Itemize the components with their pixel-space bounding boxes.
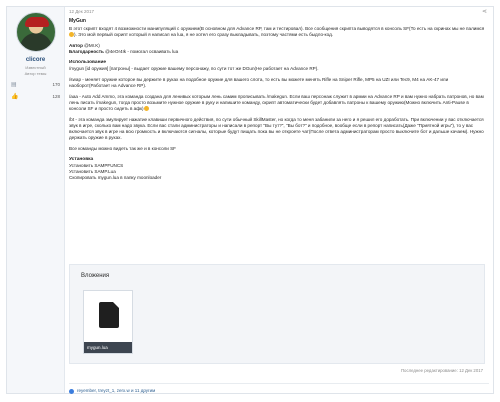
usage-section — [69, 60, 485, 73]
file-icon — [99, 302, 119, 328]
intro-text: В этот скрипт входят 4 возможности манипуляций с оружием(В основном для Advance RP, там и тестировал). Все сообщения скрипта выводятся в консоль SF(То есть на скринах мы не палимся — [69, 25, 485, 31]
thanks-value[interactable]: @4eOr4Ik - помогал осваивать lua — [105, 48, 179, 54]
usage-bt: /bt - эта команда эмулирует нажатие клавиши первичного действия, по сути обычный SkillMaster, но когда то меня забанили за него и я решил его доработать. При включении у вас отключается звук в игре, сколько вам надо звука. Если вас стали администраторы и написали в репорт "Вы тут?", "Вы бот?" и подобное, вообще если в репорт написать(Даже "Приятной игры"), то у вас включается звук в игре на всю громкость и включаются сигналы, которые будут пищать пока вы не откроете чат(После ответа администраторам просто выключите бот и дальше качаем). Нужно держать оружие в руках. — [69, 116, 484, 141]
last-edited: Последнее редактирование: 12 Дек 2017 — [400, 368, 483, 373]
author-stat-messages — [7, 81, 64, 89]
usage-title: Использование — [69, 59, 107, 65]
messages-icon: ▤ — [11, 81, 17, 88]
attachments-title: Вложения — [81, 273, 110, 279]
install-step-2: Установить SAMP.Lua — [69, 169, 116, 175]
forum-post — [6, 6, 494, 394]
thanks-label: Благодарность — [69, 48, 104, 54]
likes-list[interactable]: reyember, treyzt_1, zerx.w и 11 другим — [77, 388, 156, 393]
usage-mygun: /mygun [id оружия] [патроны] - выдает оружие вашему персонажу, по сути тот же DGun(Не работает на Advance RP). — [69, 65, 319, 71]
usage-aaa-text: /aaa - Auto Add Ammo, эта команда создана для ленивых которым лень самим прописывать /makegun. Если ваш персонаж служит в армии на Advance RP и вам нужно набрать патронов, но вам лень писать /makegun, тогда просто возьмите нужное оружие в руку и напишите команду, скрипт автоматически будет добавлять патроны к вашему оружию(Можно включить Anti-Pause в консоли SF и просто сидеть в афк) — [69, 93, 484, 111]
likes-bar — [69, 383, 489, 394]
post-content — [69, 7, 489, 393]
author-stat-likes — [7, 93, 64, 101]
install-step-1: Установить SAMPFUNCS — [69, 163, 124, 168]
share-icon[interactable]: ⋖ — [481, 9, 487, 15]
avatar[interactable] — [16, 12, 56, 52]
attachment-file[interactable] — [83, 290, 133, 354]
post-title: MyGun — [69, 18, 86, 24]
author-panel — [7, 7, 65, 393]
author-rank: Известный — [25, 65, 46, 71]
post-date[interactable]: 12 Дек 2017 — [69, 9, 95, 14]
post-body — [69, 18, 485, 186]
usage-swap: /swap - меняет оружие которое вы держите в руках на подобное оружие для вашего слота, то есть вы можете менять Rifle на Sniper Rifle, MP5 на UZI или Tec9, M4 на AK-47 или наоборот(Работает на Advance RP). — [69, 76, 449, 88]
author-title: Автор темы — [24, 71, 47, 77]
usage-aaa — [69, 94, 485, 113]
avatar-hat-graphic — [25, 17, 49, 27]
like-icon — [69, 389, 74, 394]
thumbs-up-icon: 👍 — [11, 93, 19, 100]
install-section — [69, 157, 485, 182]
attachment-filename[interactable]: mygun.lua — [84, 342, 132, 353]
messages-count: 170 — [52, 81, 60, 87]
intro-tail: ). Это мой первый скрипт который я написал на lua, я не хотел его сразу выкладывать, поэтому частями есть быдло-код. — [74, 31, 334, 37]
author-label: Автор — [69, 42, 83, 48]
emoji-icon — [144, 106, 149, 111]
usage-console: Все команды можно видеть так же и в консоли SF — [69, 145, 176, 151]
author-value[interactable]: @Mr.K) — [84, 42, 100, 48]
likes-count: 128 — [52, 93, 60, 99]
install-step-3: Скопировать mygun.lua в папку moonloader — [69, 175, 162, 181]
attachments-panel — [69, 264, 485, 364]
author-name[interactable]: clicore — [25, 57, 46, 63]
install-title: Установка — [69, 156, 94, 162]
credits — [69, 43, 485, 55]
post-intro — [69, 26, 485, 38]
